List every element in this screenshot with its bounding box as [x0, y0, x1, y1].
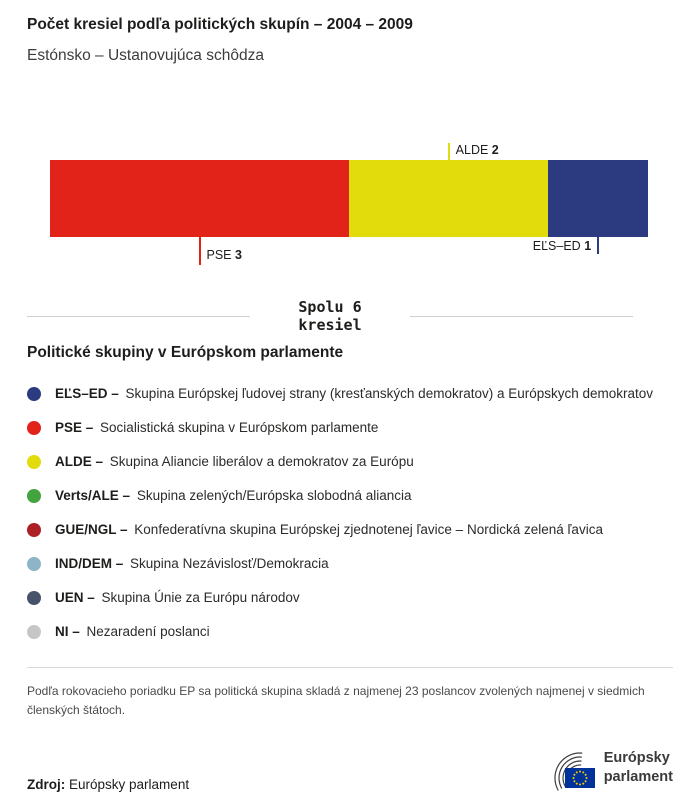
- ep-logo-text-line2: parlament: [603, 768, 673, 785]
- legend-desc: Skupina Nezávislosť/Demokracia: [130, 556, 329, 572]
- pse-label: PSE: [206, 248, 232, 262]
- els-ed-label: EĽS–ED: [532, 239, 581, 253]
- legend-item-verts-ale: [27, 488, 673, 503]
- legend-abbr: ALDE –: [55, 454, 104, 470]
- pse-color-dot-icon: [27, 421, 41, 435]
- legend-item-gue-ngl: [27, 522, 673, 537]
- alde-color-dot-icon: [27, 455, 41, 469]
- legend-desc: Nezaradení poslanci: [86, 624, 210, 640]
- ep-logo-text-line1: Európsky: [603, 750, 670, 767]
- total-divider-right: [410, 316, 633, 317]
- pse-value: 3: [235, 248, 242, 262]
- alde-label: ALDE: [455, 143, 489, 157]
- stacked-bar: [50, 160, 648, 237]
- bar-segment-els-ed[interactable]: [548, 160, 648, 237]
- legend-item-els-ed: [27, 386, 673, 401]
- footnote-divider: [27, 667, 673, 668]
- verts-ale-color-dot-icon: [27, 489, 41, 503]
- source-value: Európsky parlament: [69, 776, 190, 792]
- ep-logo-text: [604, 749, 673, 785]
- legend-desc: Skupina Únie za Európu národov: [101, 590, 300, 606]
- legend-desc: Konfederatívna skupina Európskej zjednotenej ľavice – Nordická zelená ľavica: [134, 522, 603, 538]
- total-divider-left: [27, 316, 250, 317]
- header: [0, 0, 700, 65]
- source-label: Zdroj:: [27, 776, 66, 792]
- ni-color-dot-icon: [27, 625, 41, 639]
- legend-title: Politické skupiny v Európskom parlamente: [27, 344, 344, 362]
- legend-item-alde: [27, 454, 673, 469]
- source-line: [27, 777, 189, 792]
- bar-label-els-ed-text: [533, 239, 591, 253]
- pse-tick-line: [199, 237, 201, 265]
- european-parliament-logo[interactable]: [529, 744, 673, 792]
- legend-desc: Skupina Aliancie liberálov a demokratov za Európu: [109, 454, 414, 470]
- legend-abbr: PSE –: [55, 420, 94, 436]
- els-ed-tick-line: [597, 237, 599, 254]
- alde-tick-line: [448, 143, 450, 160]
- page-title: Počet kresiel podľa politických skupín – 2004 – 2009: [27, 16, 413, 33]
- legend-desc: Skupina zelených/Európska slobodná aliancia: [136, 488, 412, 504]
- bar-segment-pse[interactable]: [50, 160, 349, 237]
- total-seats-line1: Spolu 6: [298, 298, 362, 316]
- els-ed-color-dot-icon: [27, 387, 41, 401]
- legend-abbr: Verts/ALE –: [55, 488, 131, 504]
- page-subtitle: Estónsko – Ustanovujúca schôdza: [27, 47, 264, 64]
- seats-bar-chart: [50, 143, 648, 273]
- legend-abbr: UEN –: [55, 590, 95, 606]
- footnote: Podľa rokovacieho poriadku EP sa politická skupina skladá z najmenej 23 poslancov zvolených najmenej v siedmich členských štátoch.: [27, 684, 645, 717]
- legend-abbr: EĽS–ED –: [55, 386, 119, 402]
- uen-color-dot-icon: [27, 591, 41, 605]
- legend-desc: Socialistická skupina v Európskom parlamente: [100, 420, 379, 436]
- bar-segment-alde[interactable]: [349, 160, 548, 237]
- alde-value: 2: [491, 143, 499, 157]
- bar-label-pse-text: [207, 248, 242, 262]
- legend-desc: Skupina Európskej ľudovej strany (kresťanských demokratov) a Európskych demokratov: [125, 386, 654, 402]
- legend-item-ind-dem: [27, 556, 673, 571]
- legend-item-pse: [27, 420, 673, 435]
- gue-ngl-color-dot-icon: [27, 523, 41, 537]
- total-seats-line2: kresiel: [298, 315, 362, 334]
- legend-item-uen: [27, 590, 673, 605]
- total-seats-label: [250, 299, 409, 334]
- legend-abbr: GUE/NGL –: [55, 522, 128, 538]
- ind-dem-color-dot-icon: [27, 557, 41, 571]
- footer: [27, 744, 673, 810]
- ep-hemicycle-flag-icon: [529, 744, 597, 792]
- legend: [27, 344, 673, 639]
- bar-label-alde-text: [456, 143, 499, 157]
- legend-abbr: IND/DEM –: [55, 556, 124, 572]
- legend-item-ni: [27, 624, 673, 639]
- total-seats-row: [27, 299, 633, 334]
- legend-abbr: NI –: [55, 624, 80, 640]
- els-ed-value: 1: [584, 239, 592, 253]
